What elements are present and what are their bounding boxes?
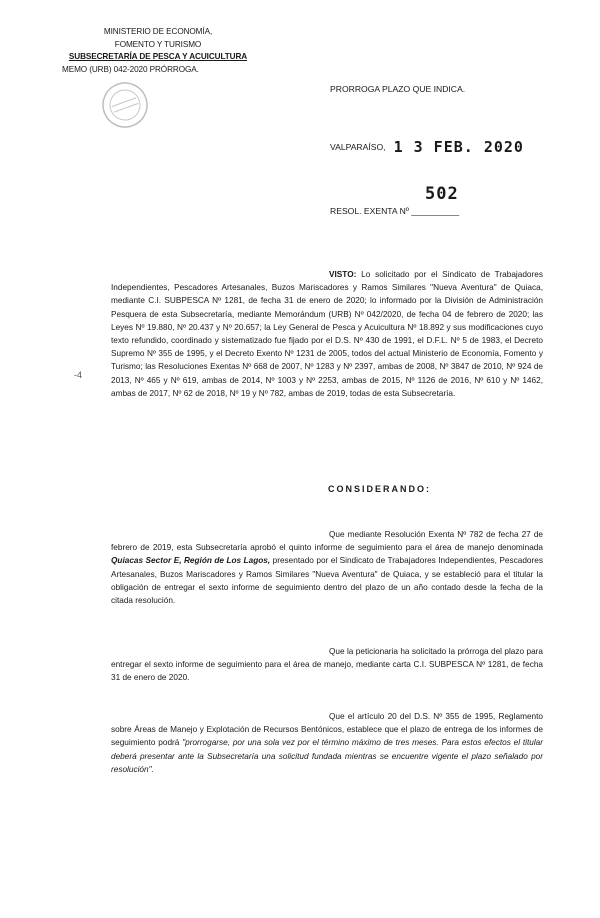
considerando-paragraph-3 xyxy=(111,710,543,776)
considerando-paragraph-2: Que la peticionaria ha solicitado la prórroga del plazo para entregar el sexto informe de seguimiento para el área de manejo, mediante carta C.I. SUBPESCA Nº 1281, de fecha 31 de enero de 2020. xyxy=(111,647,543,683)
considerando-heading: CONSIDERANDO: xyxy=(328,484,432,494)
visto-text: Lo solicitado por el Sindicato de Trabajadores Independientes, Pescadores Artesanales, Buzos Mariscadores y Ramos Similares "Nueva Aventura" de Quiaca, mediante C.I. SUBPESCA Nº 1281, de fecha 31 de enero de 2020; lo informado por la División de Administración Pesquera de esta Subsecretaría, mediante Memorándum (URB) Nº 042/2020, de fecha 04 de febrero de 2020; las Leyes Nº 19.880, Nº 20.437 y Nº 20.657; la Ley General de Pesca y Acuicultura Nº 18.892 y sus modificaciones cuyo texto refundido, coordinado y sistematizado fue fijado por el D.S. Nº 430 de 1991, el D.F.L. Nº 5 de 1983, el Decreto Supremo Nº 355 de 1995, y el Decreto Exento Nº 1231 de 2005, todos del actual Ministerio de Economía, Fomento y Turismo; las Resoluciones Exentas Nº 668 de 2007, Nº 1283 y Nº 2397, ambas de 2008, Nº 3847 de 2010, Nº 924 de 2013, Nº 465 y Nº 619, ambas de 2014, Nº 1003 y Nº 2253, ambas de 2015, Nº 1126 de 2016, Nº 610 y Nº 1462, ambas de 2017, Nº 62 de 2018, Nº 19 y Nº 782, ambas de 2019, todas de esta Subsecretaría. xyxy=(111,270,543,398)
resolution-line xyxy=(330,184,460,216)
resolution-blank: __________ xyxy=(411,206,460,216)
ministry-line-2: FOMENTO Y TURISMO xyxy=(114,39,202,49)
document-reference: PRORROGA PLAZO QUE INDICA. xyxy=(330,84,466,94)
p1-text-after: presentado por el Sindicato de Trabajadores Independientes, Pescadores Artesanales, Buzos Mariscadores y Ramos Similares "Nueva Aventura" de Quiaca, y se estableció para el titular la obligación de entregar el sexto informe de seguimiento dentro del plazo de un año contado desde la fecha de la citada resolución. xyxy=(111,556,543,606)
p1-text-before: Que mediante Resolución Exenta Nº 782 de fecha 27 de febrero de 2019, esta Subsecretaría aprobó el quinto informe de seguimiento para el área de manejo denominada xyxy=(111,530,543,553)
p1-area-name: Quiacas Sector E, Región de Los Lagos, xyxy=(111,556,271,566)
ministry-line-1: MINISTERIO DE ECONOMÍA, xyxy=(103,27,213,36)
p3-quote: "prorrogarse, por una sola vez por el término máximo de tres meses. Para estos efectos el titular deberá presentar ante la Subsecretaría una solicitud fundada mientras se encuentre vigente el plazo señalado por resolución". xyxy=(111,738,544,774)
office-stamp xyxy=(93,73,157,137)
date-line xyxy=(330,136,524,154)
date-city: VALPARAÍSO, xyxy=(330,142,386,152)
margin-mark: -4 xyxy=(74,370,83,380)
letterhead xyxy=(58,26,258,76)
visto-paragraph xyxy=(111,268,543,400)
date-stamp: 1 3 FEB. 2020 xyxy=(393,138,524,156)
p3-text-before: Que el artículo 20 del D.S. Nº 355 de 1995, Reglamento sobre Áreas de Manejo y Explotación de Recursos Bentónicos, establece que el plazo de entrega de los informes de seguimiento podrá xyxy=(111,712,543,748)
considerando-paragraph-1 xyxy=(111,528,543,607)
visto-label: VISTO: xyxy=(329,270,357,279)
memo-reference: MEMO (URB) 042-2020 PRÓRROGA. xyxy=(62,64,199,74)
resolution-number: 502 xyxy=(425,184,459,204)
resolution-label: RESOL. EXENTA Nº xyxy=(330,206,409,216)
subsecretaria-name: SUBSECRETARÍA DE PESCA Y ACUICULTURA xyxy=(68,52,248,61)
